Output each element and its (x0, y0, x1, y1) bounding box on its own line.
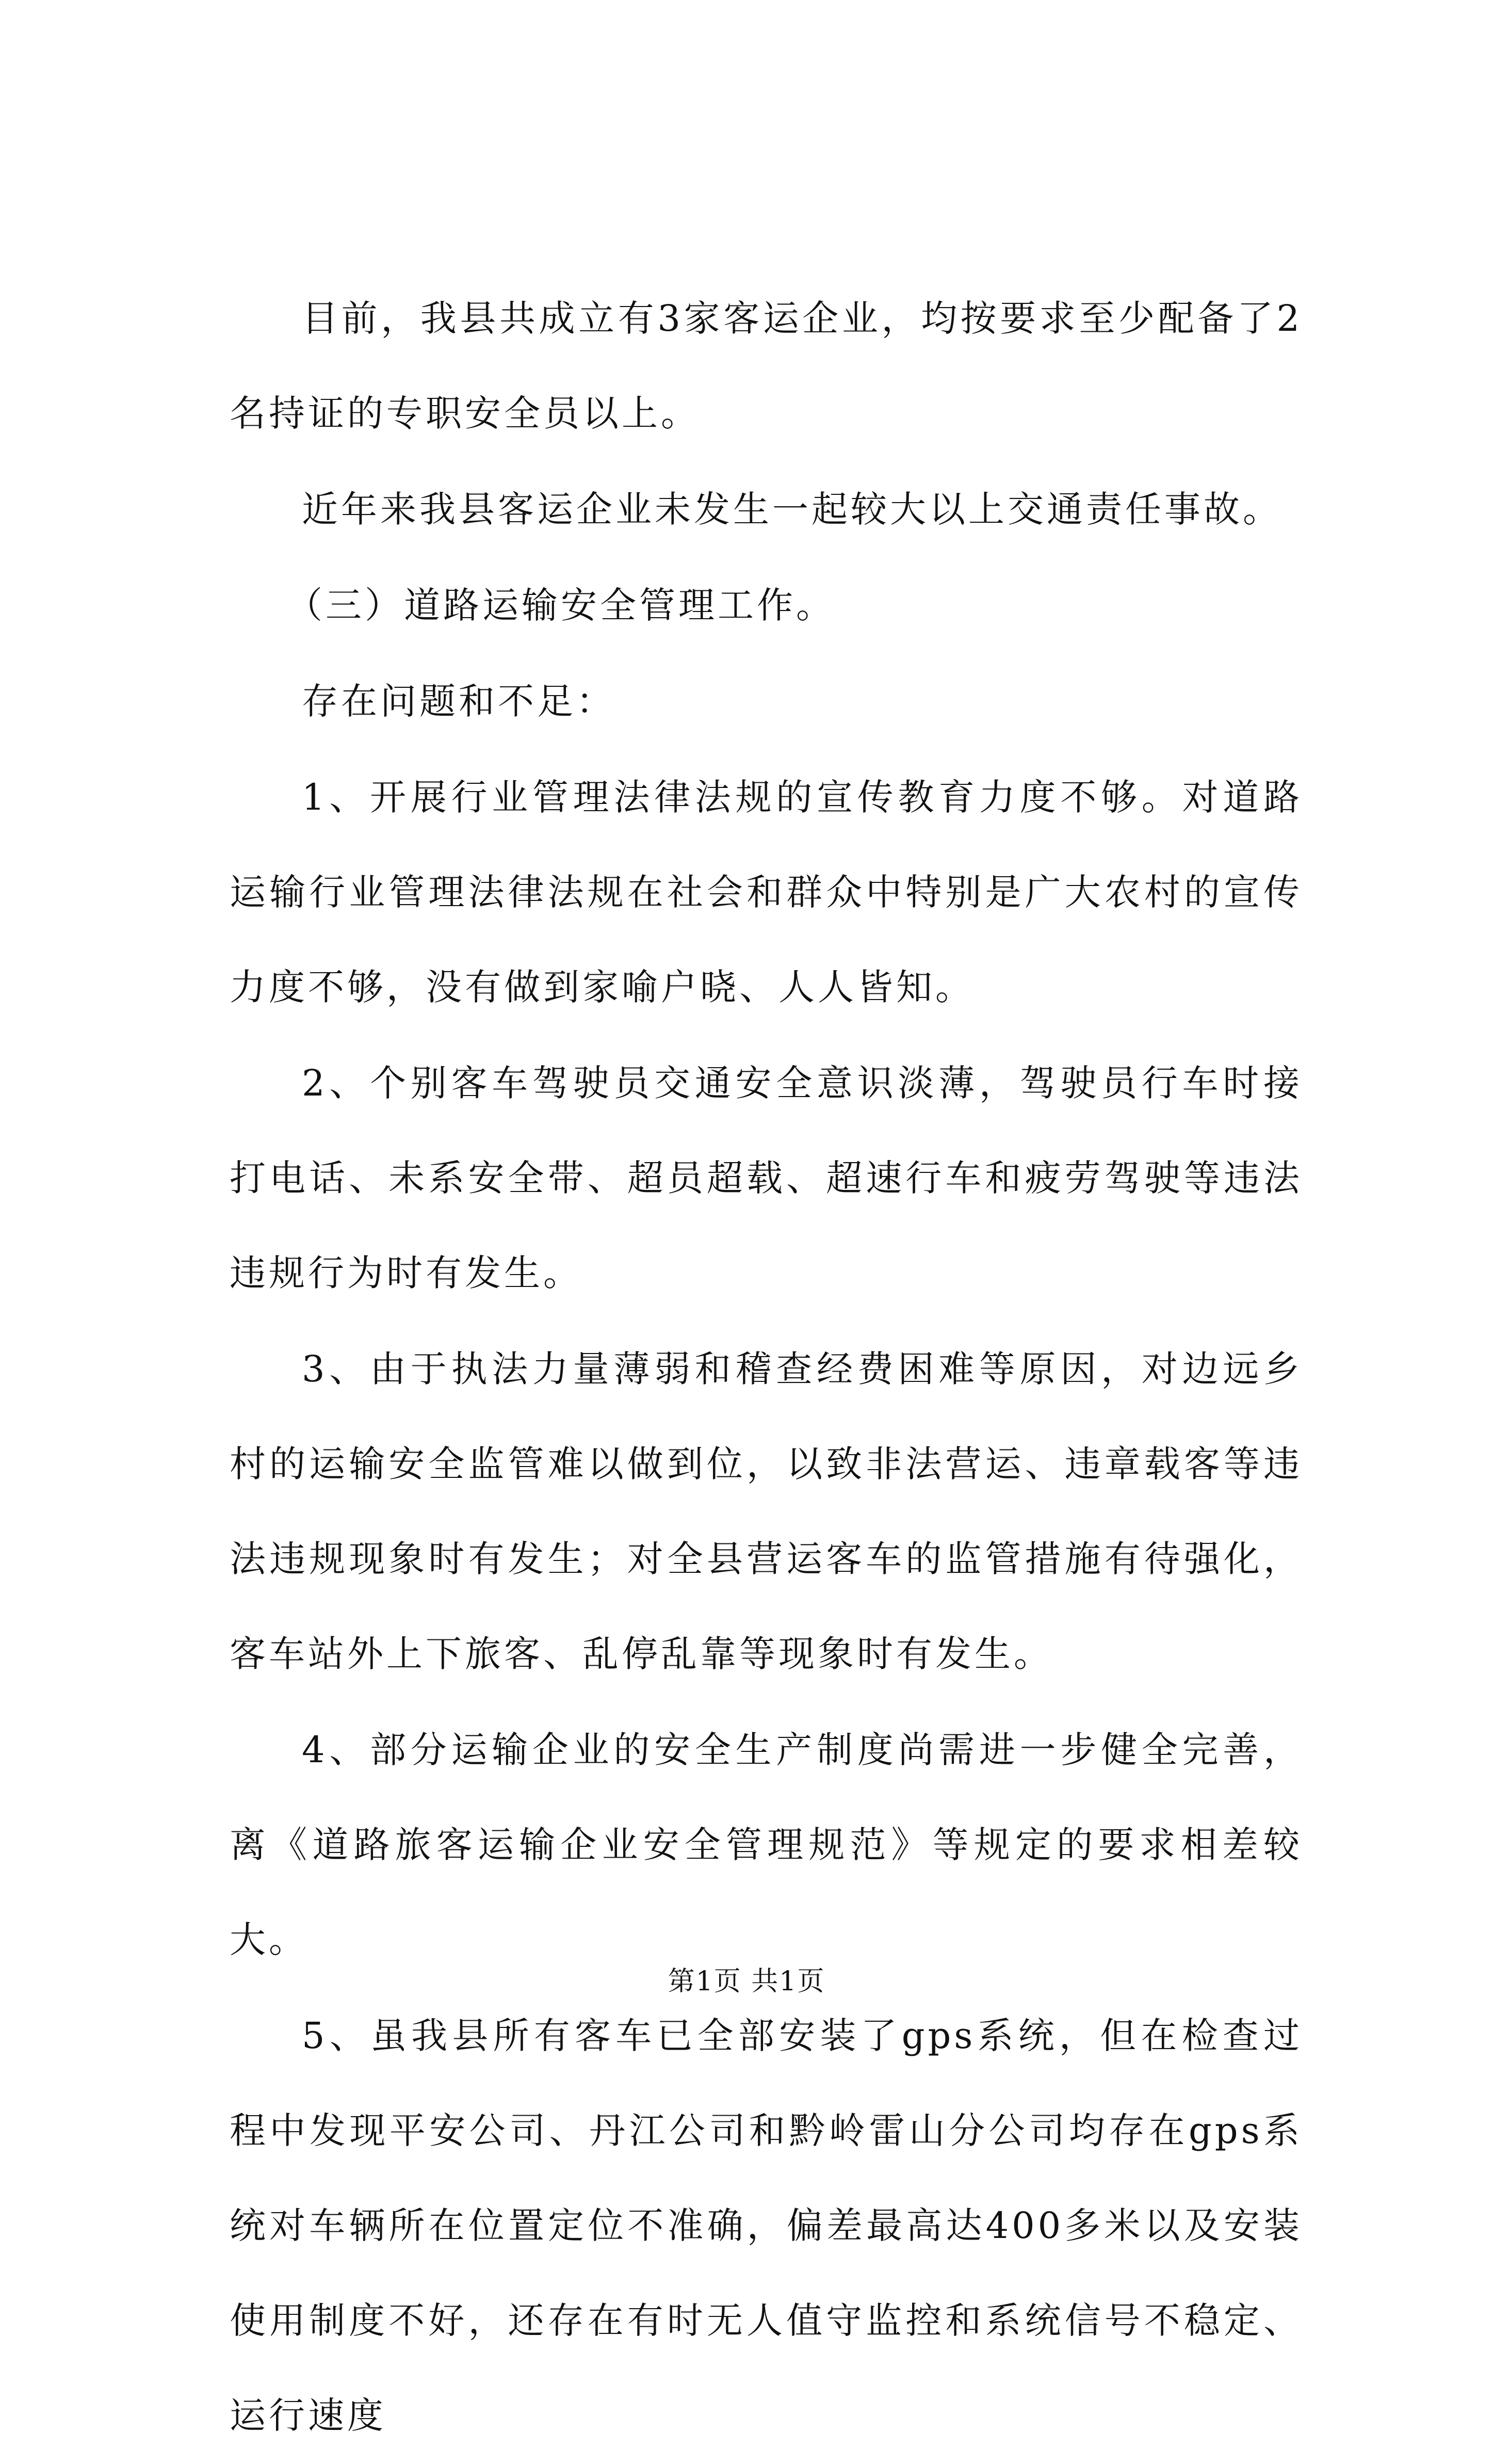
paragraph-item-2: 2、个别客车驾驶员交通安全意识淡薄，驾驶员行车时接打电话、未系安全带、超员超载、超速行车和疲劳驾驶等违法违规行为时有发生。 (230, 1062, 1303, 1294)
section-heading-road-transport-safety: （三）道路运输安全管理工作。 (286, 584, 835, 626)
paragraph-problems-heading: 存在问题和不足： (302, 680, 615, 722)
paragraph-item-4: 4、部分运输企业的安全生产制度尚需进一步健全完善，离《道路旅客运输企业安全管理规范》等规定的要求相差较大。 (230, 1729, 1303, 1961)
paragraph-item-1: 1、开展行业管理法律法规的宣传教育力度不够。对道路运输行业管理法律法规在社会和群众中特别是广大农村的宣传力度不够，没有做到家喻户晓、人人皆知。 (230, 776, 1303, 1008)
paragraph-no-accidents: 近年来我县客运企业未发生一起较大以上交通责任事故。 (302, 488, 1282, 530)
paragraph-item-5: 5、虽我县所有客车已全部安装了gps系统，但在检查过程中发现平安公司、丹江公司和黔岭雷山分公司均存在gps系统对车辆所在位置定位不准确，偏差最高达400多米以及安装使用制度不好，还存在有时无人值守监控和系统信号不稳定、运行速度 (230, 2015, 1303, 2437)
paragraph-safety-officers: 目前，我县共成立有3家客运企业，均按要求至少配备了2名持证的专职安全员以上。 (230, 297, 1303, 434)
document-body (230, 271, 1303, 2464)
paragraph-item-3: 3、由于执法力量薄弱和稽查经费困难等原因，对边远乡村的运输安全监管难以做到位，以致非法营运、违章载客等违法违规现象时有发生；对全县营运客车的监管措施有待强化，客车站外上下旅客、乱停乱靠等现象时有发生。 (230, 1348, 1303, 1675)
page-footer: 第1页 共1页 (668, 1966, 825, 1997)
